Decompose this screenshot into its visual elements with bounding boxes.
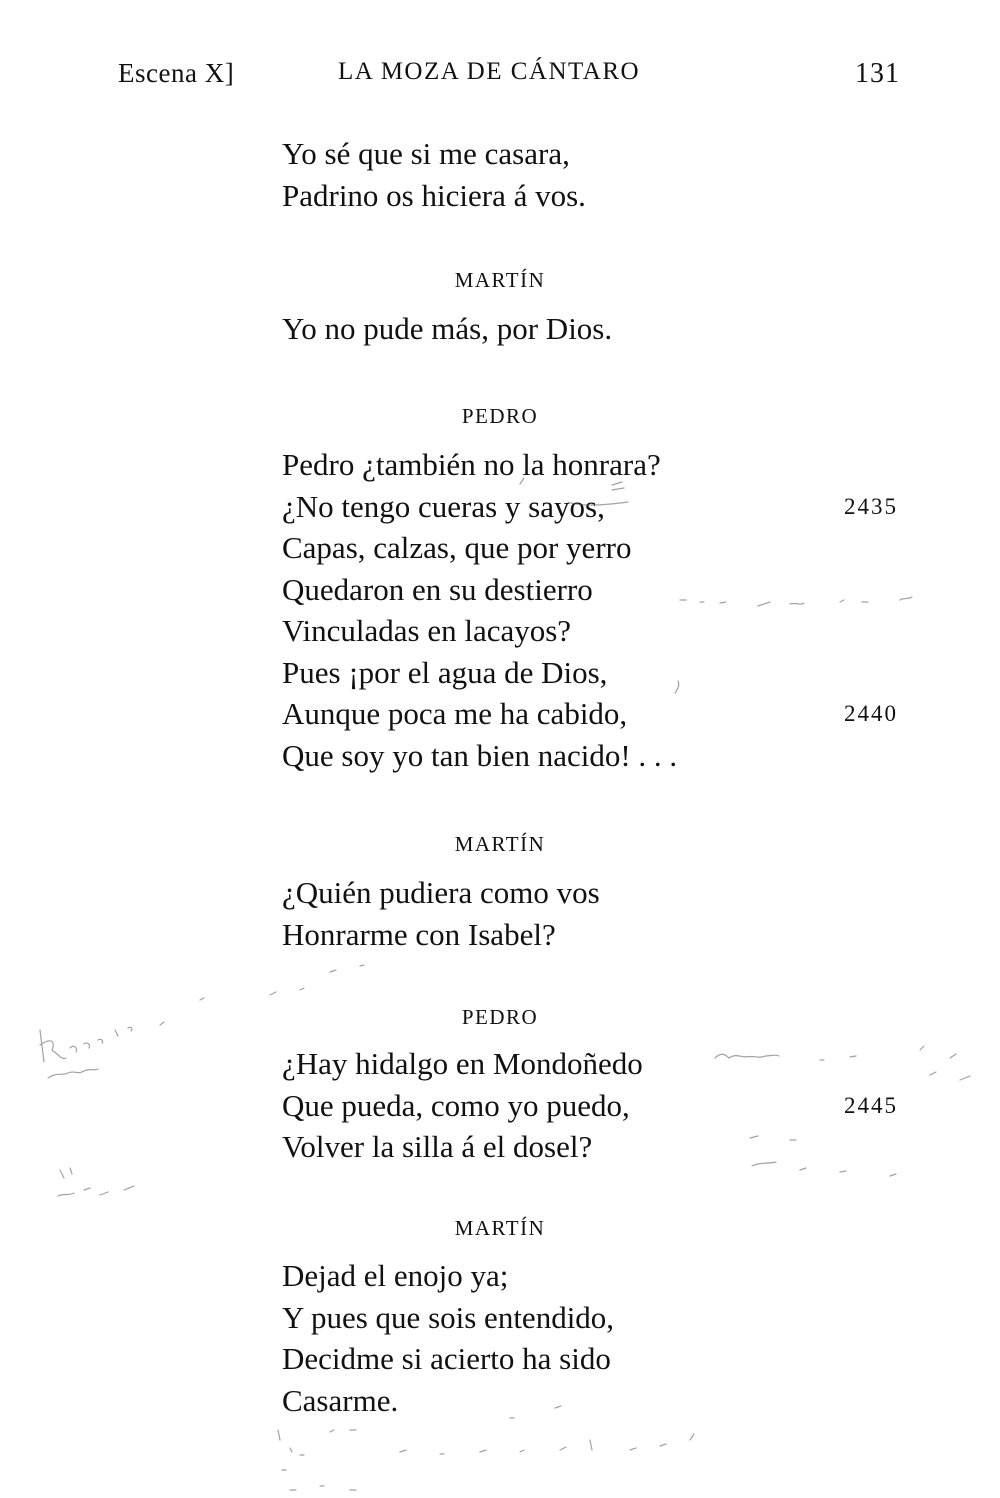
verse-block: [282, 872, 922, 955]
speaker-name: PEDRO: [461, 1005, 539, 1029]
verse-line: Yo sé que si me casara,: [282, 136, 570, 171]
verse-line: Pues ¡por el agua de Dios,: [282, 654, 608, 690]
speaker-name: MARTÍN: [454, 1216, 546, 1240]
verse-line: Que pueda, como yo puedo, 2445: [282, 1085, 922, 1127]
line-number: 2440: [844, 701, 898, 726]
verse-line: Que soy yo tan bien nacido! . . .: [282, 737, 678, 773]
speaker-name: PEDRO: [461, 404, 539, 428]
verse-block: [282, 133, 922, 216]
verse-block: [282, 1043, 922, 1168]
verse-line: Honrarme con Isabel?: [282, 916, 556, 952]
speaker-name: MARTÍN: [454, 832, 546, 856]
verse-line: Aunque poca me ha cabido, 2440: [282, 693, 922, 735]
line-number: 2445: [844, 1092, 898, 1118]
verse-line: Pedro ¿también no la honrara?: [282, 447, 661, 482]
verse-line: Volver la silla á el dosel?: [282, 1129, 593, 1164]
speaker-name: MARTÍN: [454, 268, 546, 292]
verse-line: Y pues que sois entendido,: [282, 1299, 615, 1335]
verse-line: Decidme si acierto ha sido: [282, 1341, 611, 1376]
verse-line: ¿Hay hidalgo en Mondoñedo: [282, 1046, 643, 1081]
verse-line: Capas, calzas, que por yerro: [282, 530, 632, 565]
verse-line: Vinculadas en lacayos?: [282, 613, 572, 648]
book-title: LA MOZA DE CÁNTARO: [338, 58, 641, 85]
line-number: 2435: [844, 493, 898, 519]
verse-line: Quedaron en su destierro: [282, 571, 593, 607]
verse-block: [282, 1255, 922, 1421]
page-number: 131: [855, 58, 900, 89]
verse-line: Dejad el enojo ya;: [282, 1258, 509, 1293]
scene-label: Escena X]: [118, 58, 235, 88]
running-head: [0, 58, 1000, 98]
verse-block: [282, 308, 922, 350]
verse-line: ¿No tengo cueras y sayos, 2435: [282, 486, 922, 528]
verse-line: Yo no pude más, por Dios.: [282, 311, 613, 346]
verse-line: Padrino os hiciera á vos.: [282, 177, 586, 213]
verse-line: ¿Quién pudiera como vos: [282, 875, 600, 910]
verse-line: Casarme.: [282, 1382, 399, 1418]
verse-block: [282, 444, 922, 776]
